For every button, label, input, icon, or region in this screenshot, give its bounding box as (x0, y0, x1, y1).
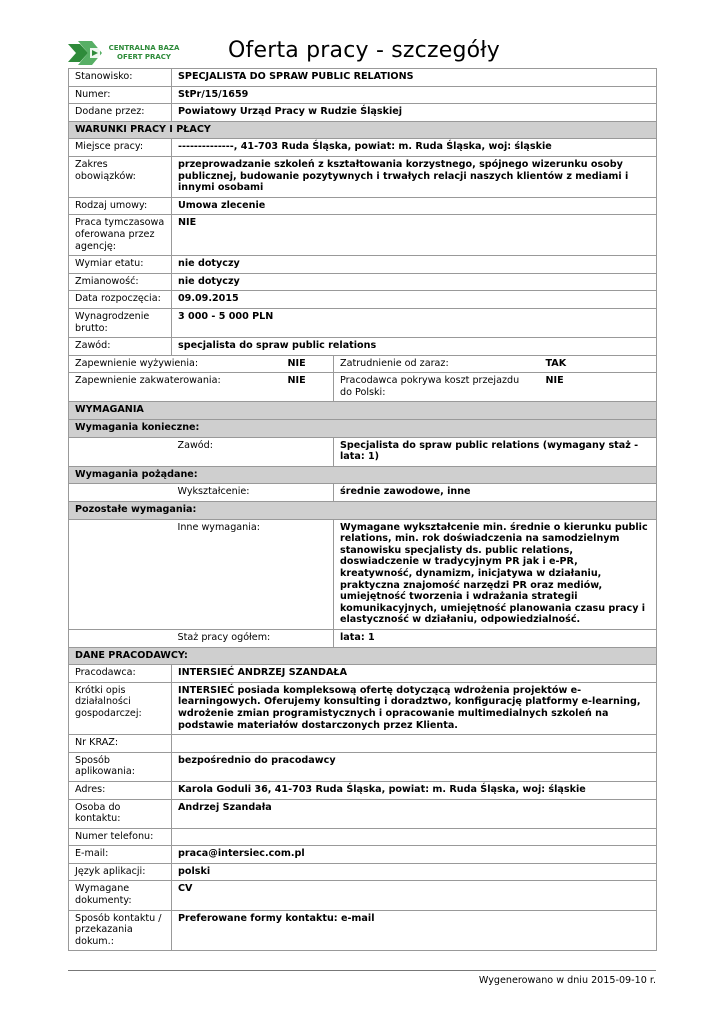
row-wyzywienie (69, 355, 657, 373)
row-staz (69, 629, 657, 647)
zmianowosc-label: Zmianowość: (69, 273, 172, 291)
p-wyksztalcenie-label: Wykształcenie: (172, 484, 334, 502)
offer-table (68, 68, 657, 951)
data-label: Data rozpoczęcia: (69, 291, 172, 309)
staz-spacer (69, 629, 172, 647)
p-wyksztalcenie-value: średnie zawodowe, inne (334, 484, 657, 502)
row-umowa (69, 197, 657, 215)
row-k-zawod (69, 437, 657, 466)
opis-label: Krótki opis działalności gospodarczej: (69, 682, 172, 734)
row-stanowisko (69, 69, 657, 87)
section-wymagania-title: WYMAGANIA (69, 402, 657, 420)
row-email (69, 846, 657, 864)
wyzywienie-value: NIE (282, 355, 334, 373)
kontakt-label: Sposób kontaktu / przekazania dokum.: (69, 910, 172, 951)
email-label: E-mail: (69, 846, 172, 864)
adres-label: Adres: (69, 781, 172, 799)
row-telefon (69, 828, 657, 846)
miejsce-label: Miejsce pracy: (69, 139, 172, 157)
pracodawca-label: Pracodawca: (69, 665, 172, 683)
opis-value: INTERSIEĆ posiada kompleksową ofertę dotyczącą wdrożenia projektów e-learningowych. Oferujemy konsulting i doradztwo, konfigurację platformy e-learning, wdrożenie zmian programistycznych i opracowanie multimedialnych szkoleń na podstawie materiałów dostarczonych przez Klienta. (172, 682, 657, 734)
adres-value: Karola Goduli 36, 41-703 Ruda Śląska, powiat: m. Ruda Śląska, woj: śląskie (172, 781, 657, 799)
row-dokumenty (69, 881, 657, 910)
row-p-wyksztalcenie (69, 484, 657, 502)
jezyk-label: Język aplikacji: (69, 863, 172, 881)
wymiar-value: nie dotyczy (172, 256, 657, 274)
p-wyksztalcenie-spacer (69, 484, 172, 502)
zatrudnienie-value: TAK (540, 355, 657, 373)
section-wymagania (69, 402, 657, 420)
dokumenty-label: Wymagane dokumenty: (69, 881, 172, 910)
subsection-pozadane (69, 466, 657, 484)
kraz-label: Nr KRAZ: (69, 735, 172, 753)
subsection-konieczne (69, 420, 657, 438)
row-wymiar (69, 256, 657, 274)
wymiar-label: Wymiar etatu: (69, 256, 172, 274)
zakres-label: Zakres obowiązków: (69, 156, 172, 197)
sposob-label: Sposób aplikowania: (69, 752, 172, 781)
section-pracodawca (69, 647, 657, 665)
tymczasowa-label: Praca tymczasowa oferowana przez agencję: (69, 215, 172, 256)
osoba-label: Osoba do kontaktu: (69, 799, 172, 828)
przejazd-label: Pracodawca pokrywa koszt przejazdu do Polski: (334, 373, 540, 402)
inne-label: Inne wymagania: (172, 519, 334, 629)
wyzywienie-label: Zapewnienie wyżywienia: (69, 355, 282, 373)
row-zakwaterowanie (69, 373, 657, 402)
k-zawod-spacer (69, 437, 172, 466)
pozadane-title: Wymagania pożądane: (69, 466, 657, 484)
logo-line2: OFERT PRACY (117, 53, 171, 61)
row-opis (69, 682, 657, 734)
row-pracodawca (69, 665, 657, 683)
row-dodane (69, 104, 657, 122)
zawod-label: Zawód: (69, 338, 172, 356)
data-value: 09.09.2015 (172, 291, 657, 309)
umowa-value: Umowa zlecenie (172, 197, 657, 215)
konieczne-title: Wymagania konieczne: (69, 420, 657, 438)
footer-divider (68, 970, 656, 971)
row-zawod (69, 338, 657, 356)
section-pracodawca-title: DANE PRACODAWCY: (69, 647, 657, 665)
telefon-label: Numer telefonu: (69, 828, 172, 846)
przejazd-value: NIE (540, 373, 657, 402)
wynagrodzenie-label: Wynagrodzenie brutto: (69, 308, 172, 337)
zatrudnienie-label: Zatrudnienie od zaraz: (334, 355, 540, 373)
logo-line1: CENTRALNA BAZA (108, 44, 180, 52)
sposob-value: bezpośrednio do pracodawcy (172, 752, 657, 781)
row-adres (69, 781, 657, 799)
row-miejsce (69, 139, 657, 157)
inne-value: Wymagane wykształcenie min. średnie o kierunku public relations, min. rok doświadczenia na samodzielnym stanowisku specjalisty ds. public relations, doswiadczenie w tradycyjnym PR jak i e-PR, kreatywność, dynamizm, inicjatywa w działaniu, praktyczna znajomość narzędzi PR oraz mediów, umiejętność tworzenia i wdrażania strategii komunikacyjnych, umiejętność planowania czasu pracy i elastyczność w działaniu, odpowiedzialność. (334, 519, 657, 629)
page-header (68, 36, 656, 70)
section-warunki (69, 121, 657, 139)
logo-arrow-icon (68, 40, 108, 66)
jezyk-value: polski (172, 863, 657, 881)
zakwaterowanie-label: Zapewnienie zakwaterowania: (69, 373, 282, 402)
pracodawca-value: INTERSIEĆ ANDRZEJ SZANDAŁA (172, 665, 657, 683)
row-kontakt (69, 910, 657, 951)
dodane-value: Powiatowy Urząd Pracy w Rudzie Śląskiej (172, 104, 657, 122)
zakres-value: przeprowadzanie szkoleń z kształtowania korzystnego, spójnego wizerunku osoby publicznej, budowanie pozytywnych i trwałych relacji naszych klientów z mediami i innymi osobami (172, 156, 657, 197)
page-title: Oferta pracy - szczegóły (228, 38, 500, 63)
row-numer (69, 86, 657, 104)
logo-text (108, 44, 180, 62)
miejsce-value: --------------, 41-703 Ruda Śląska, powiat: m. Ruda Śląska, woj: śląskie (172, 139, 657, 157)
zmianowosc-value: nie dotyczy (172, 273, 657, 291)
row-wynagrodzenie (69, 308, 657, 337)
section-warunki-title: WARUNKI PRACY I PŁACY (69, 121, 657, 139)
cbop-logo (68, 40, 188, 66)
row-kraz (69, 735, 657, 753)
dokumenty-value: CV (172, 881, 657, 910)
k-zawod-label: Zawód: (172, 437, 334, 466)
row-data (69, 291, 657, 309)
row-tymczasowa (69, 215, 657, 256)
row-jezyk (69, 863, 657, 881)
wynagrodzenie-value: 3 000 - 5 000 PLN (172, 308, 657, 337)
kontakt-value: Preferowane formy kontaktu: e-mail (172, 910, 657, 951)
row-zakres (69, 156, 657, 197)
pozostale-title: Pozostałe wymagania: (69, 502, 657, 520)
subsection-pozostale (69, 502, 657, 520)
numer-value: StPr/15/1659 (172, 86, 657, 104)
row-osoba (69, 799, 657, 828)
k-zawod-value: Specjalista do spraw public relations (wymagany staż - lata: 1) (334, 437, 657, 466)
telefon-value (172, 828, 657, 846)
email-value: praca@intersiec.com.pl (172, 846, 657, 864)
footer-generated: Wygenerowano w dniu 2015-09-10 r. (478, 975, 656, 986)
tymczasowa-value: NIE (172, 215, 657, 256)
zawod-value: specjalista do spraw public relations (172, 338, 657, 356)
stanowisko-value: SPECJALISTA DO SPRAW PUBLIC RELATIONS (172, 69, 657, 87)
stanowisko-label: Stanowisko: (69, 69, 172, 87)
osoba-value: Andrzej Szandała (172, 799, 657, 828)
row-zmianowosc (69, 273, 657, 291)
zakwaterowanie-value: NIE (282, 373, 334, 402)
numer-label: Numer: (69, 86, 172, 104)
staz-label: Staż pracy ogółem: (172, 629, 334, 647)
dodane-label: Dodane przez: (69, 104, 172, 122)
row-sposob (69, 752, 657, 781)
row-inne (69, 519, 657, 629)
kraz-value (172, 735, 657, 753)
inne-spacer (69, 519, 172, 629)
umowa-label: Rodzaj umowy: (69, 197, 172, 215)
staz-value: lata: 1 (334, 629, 657, 647)
